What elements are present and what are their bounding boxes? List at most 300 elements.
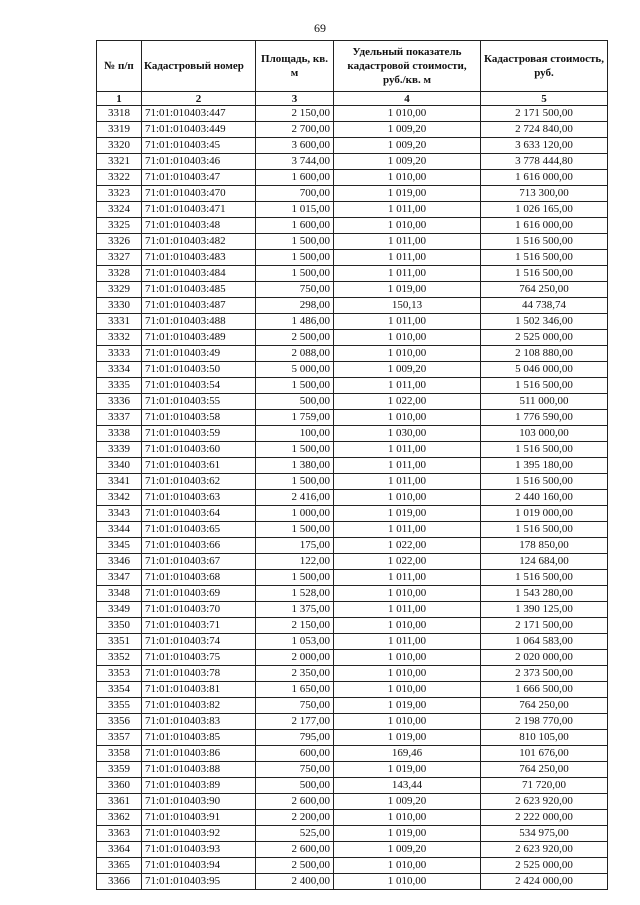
cadastral-value-cell: 1 390 125,00 [481,602,608,618]
unit-value-cell: 1 019,00 [334,730,481,746]
area-cell: 1 486,00 [256,314,334,330]
area-cell: 2 350,00 [256,666,334,682]
unit-value-cell: 1 010,00 [334,810,481,826]
area-cell: 500,00 [256,394,334,410]
row-number-cell: 3357 [97,730,142,746]
row-number-cell: 3347 [97,570,142,586]
cadastral-value-cell: 178 850,00 [481,538,608,554]
unit-value-cell: 1 010,00 [334,346,481,362]
unit-value-cell: 1 009,20 [334,794,481,810]
cadastral-number-cell: 71:01:010403:49 [142,346,256,362]
column-number: 3 [256,92,334,106]
area-cell: 175,00 [256,538,334,554]
column-number: 4 [334,92,481,106]
area-cell: 1 053,00 [256,634,334,650]
unit-value-cell: 1 009,20 [334,154,481,170]
area-cell: 1 015,00 [256,202,334,218]
table-row [97,746,608,762]
row-number-cell: 3336 [97,394,142,410]
table-row [97,154,608,170]
cadastral-value-cell: 1 516 500,00 [481,522,608,538]
row-number-cell: 3337 [97,410,142,426]
table-header [97,41,608,106]
area-cell: 122,00 [256,554,334,570]
unit-value-cell: 1 010,00 [334,858,481,874]
table-row [97,842,608,858]
unit-value-cell: 1 010,00 [334,106,481,122]
cadastral-value-cell: 2 623 920,00 [481,794,608,810]
unit-value-cell: 1 011,00 [334,522,481,538]
cadastral-number-cell: 71:01:010403:65 [142,522,256,538]
area-cell: 1 500,00 [256,250,334,266]
cadastral-value-cell: 2 020 000,00 [481,650,608,666]
unit-value-cell: 1 010,00 [334,218,481,234]
cadastral-value-cell: 713 300,00 [481,186,608,202]
table-row [97,858,608,874]
unit-value-cell: 1 011,00 [334,570,481,586]
cadastral-value-cell: 1 616 000,00 [481,218,608,234]
cadastral-number-cell: 71:01:010403:91 [142,810,256,826]
header-cadastral-number: Кадастровый номер [142,41,256,92]
unit-value-cell: 1 011,00 [334,458,481,474]
table-row [97,810,608,826]
table-row [97,282,608,298]
table-row [97,202,608,218]
area-cell: 2 200,00 [256,810,334,826]
row-number-cell: 3331 [97,314,142,330]
row-number-cell: 3362 [97,810,142,826]
area-cell: 600,00 [256,746,334,762]
row-number-cell: 3333 [97,346,142,362]
unit-value-cell: 1 019,00 [334,762,481,778]
row-number-cell: 3354 [97,682,142,698]
unit-value-cell: 1 009,20 [334,138,481,154]
table-row [97,122,608,138]
area-cell: 2 088,00 [256,346,334,362]
area-cell: 1 500,00 [256,442,334,458]
area-cell: 2 150,00 [256,618,334,634]
cadastral-number-cell: 71:01:010403:83 [142,714,256,730]
cadastral-number-cell: 71:01:010403:489 [142,330,256,346]
unit-value-cell: 1 011,00 [334,234,481,250]
header-row [97,41,608,92]
cadastral-number-cell: 71:01:010403:67 [142,554,256,570]
table-row [97,186,608,202]
cadastral-number-cell: 71:01:010403:59 [142,426,256,442]
cadastral-value-cell: 1 395 180,00 [481,458,608,474]
cadastral-number-cell: 71:01:010403:471 [142,202,256,218]
area-cell: 2 000,00 [256,650,334,666]
cadastral-value-cell: 2 222 000,00 [481,810,608,826]
cadastral-value-cell: 2 108 880,00 [481,346,608,362]
area-cell: 2 416,00 [256,490,334,506]
cadastral-value-cell: 2 373 500,00 [481,666,608,682]
area-cell: 525,00 [256,826,334,842]
unit-value-cell: 143,44 [334,778,481,794]
row-number-cell: 3349 [97,602,142,618]
table-row [97,570,608,586]
unit-value-cell: 1 011,00 [334,202,481,218]
table-row [97,730,608,746]
cadastral-number-cell: 71:01:010403:58 [142,410,256,426]
area-cell: 2 400,00 [256,874,334,890]
unit-value-cell: 1 011,00 [334,250,481,266]
row-number-cell: 3341 [97,474,142,490]
row-number-cell: 3334 [97,362,142,378]
row-number-cell: 3322 [97,170,142,186]
cadastral-number-cell: 71:01:010403:95 [142,874,256,890]
row-number-cell: 3364 [97,842,142,858]
table-row [97,346,608,362]
unit-value-cell: 1 011,00 [334,634,481,650]
table-row [97,442,608,458]
cadastral-number-cell: 71:01:010403:470 [142,186,256,202]
row-number-cell: 3318 [97,106,142,122]
table-row [97,266,608,282]
unit-value-cell: 1 019,00 [334,186,481,202]
row-number-cell: 3339 [97,442,142,458]
header-area: Площадь, кв. м [256,41,334,92]
row-number-cell: 3340 [97,458,142,474]
area-cell: 1 500,00 [256,570,334,586]
unit-value-cell: 1 009,20 [334,122,481,138]
unit-value-cell: 1 010,00 [334,874,481,890]
header-cadastral-value: Кадастровая стоимость, руб. [481,41,608,92]
table-row [97,490,608,506]
cadastral-value-cell: 1 516 500,00 [481,250,608,266]
cadastral-value-cell: 3 633 120,00 [481,138,608,154]
cadastral-value-cell: 764 250,00 [481,762,608,778]
cadastral-value-cell: 2 440 160,00 [481,490,608,506]
cadastral-value-cell: 810 105,00 [481,730,608,746]
area-cell: 1 500,00 [256,522,334,538]
cadastral-number-cell: 71:01:010403:61 [142,458,256,474]
unit-value-cell: 1 010,00 [334,666,481,682]
cadastral-number-cell: 71:01:010403:47 [142,170,256,186]
table-body [97,106,608,890]
area-cell: 1 600,00 [256,170,334,186]
area-cell: 1 600,00 [256,218,334,234]
table-row [97,426,608,442]
row-number-cell: 3352 [97,650,142,666]
area-cell: 1 528,00 [256,586,334,602]
cadastral-value-cell: 103 000,00 [481,426,608,442]
table-row [97,794,608,810]
row-number-cell: 3363 [97,826,142,842]
row-number-cell: 3321 [97,154,142,170]
cadastral-number-cell: 71:01:010403:88 [142,762,256,778]
unit-value-cell: 1 010,00 [334,330,481,346]
table-row [97,410,608,426]
column-number: 2 [142,92,256,106]
area-cell: 3 744,00 [256,154,334,170]
unit-value-cell: 1 009,20 [334,362,481,378]
area-cell: 750,00 [256,762,334,778]
area-cell: 750,00 [256,282,334,298]
cadastral-number-cell: 71:01:010403:482 [142,234,256,250]
table-row [97,698,608,714]
unit-value-cell: 1 011,00 [334,266,481,282]
row-number-cell: 3358 [97,746,142,762]
cadastral-number-cell: 71:01:010403:54 [142,378,256,394]
cadastral-value-cell: 1 502 346,00 [481,314,608,330]
table-row [97,314,608,330]
unit-value-cell: 1 022,00 [334,554,481,570]
column-number: 1 [97,92,142,106]
cadastral-value-cell: 1 516 500,00 [481,474,608,490]
cadastral-value-cell: 2 525 000,00 [481,858,608,874]
table-row [97,138,608,154]
row-number-cell: 3329 [97,282,142,298]
row-number-cell: 3324 [97,202,142,218]
row-number-cell: 3353 [97,666,142,682]
cadastral-number-cell: 71:01:010403:484 [142,266,256,282]
unit-value-cell: 1 011,00 [334,314,481,330]
area-cell: 2 500,00 [256,330,334,346]
table-row [97,762,608,778]
area-cell: 100,00 [256,426,334,442]
cadastral-number-cell: 71:01:010403:449 [142,122,256,138]
unit-value-cell: 1 010,00 [334,650,481,666]
table-row [97,250,608,266]
cadastral-value-cell: 1 666 500,00 [481,682,608,698]
area-cell: 2 177,00 [256,714,334,730]
column-number: 5 [481,92,608,106]
cadastral-value-cell: 1 019 000,00 [481,506,608,522]
cadastral-number-cell: 71:01:010403:90 [142,794,256,810]
cadastral-number-cell: 71:01:010403:64 [142,506,256,522]
area-cell: 1 375,00 [256,602,334,618]
cadastral-value-cell: 2 171 500,00 [481,106,608,122]
cadastral-number-cell: 71:01:010403:82 [142,698,256,714]
cadastral-number-cell: 71:01:010403:70 [142,602,256,618]
cadastral-number-cell: 71:01:010403:447 [142,106,256,122]
area-cell: 1 380,00 [256,458,334,474]
unit-value-cell: 1 011,00 [334,602,481,618]
table-row [97,218,608,234]
cadastral-value-cell: 2 724 840,00 [481,122,608,138]
cadastral-value-cell: 1 616 000,00 [481,170,608,186]
row-number-cell: 3320 [97,138,142,154]
cadastral-value-cell: 1 516 500,00 [481,378,608,394]
area-cell: 1 500,00 [256,234,334,250]
unit-value-cell: 1 030,00 [334,426,481,442]
area-cell: 2 700,00 [256,122,334,138]
table-row [97,586,608,602]
table-row [97,394,608,410]
cadastral-value-cell: 1 776 590,00 [481,410,608,426]
row-number-cell: 3327 [97,250,142,266]
cadastral-number-cell: 71:01:010403:81 [142,682,256,698]
table-row [97,602,608,618]
table-row [97,666,608,682]
unit-value-cell: 1 022,00 [334,394,481,410]
area-cell: 1 650,00 [256,682,334,698]
area-cell: 2 500,00 [256,858,334,874]
table-row [97,330,608,346]
unit-value-cell: 169,46 [334,746,481,762]
cadastral-value-cell: 1 516 500,00 [481,266,608,282]
cadastral-number-cell: 71:01:010403:66 [142,538,256,554]
area-cell: 500,00 [256,778,334,794]
row-number-cell: 3344 [97,522,142,538]
area-cell: 700,00 [256,186,334,202]
cadastral-value-cell: 1 516 500,00 [481,442,608,458]
cadastral-number-cell: 71:01:010403:85 [142,730,256,746]
row-number-cell: 3343 [97,506,142,522]
cadastral-number-cell: 71:01:010403:71 [142,618,256,634]
area-cell: 1 759,00 [256,410,334,426]
row-number-cell: 3355 [97,698,142,714]
area-cell: 750,00 [256,698,334,714]
cadastral-value-cell: 101 676,00 [481,746,608,762]
cadastral-value-cell: 1 516 500,00 [481,570,608,586]
cadastral-number-cell: 71:01:010403:487 [142,298,256,314]
cadastral-number-cell: 71:01:010403:93 [142,842,256,858]
area-cell: 3 600,00 [256,138,334,154]
row-number-cell: 3342 [97,490,142,506]
unit-value-cell: 1 009,20 [334,842,481,858]
column-number-row [97,92,608,106]
unit-value-cell: 1 019,00 [334,506,481,522]
row-number-cell: 3359 [97,762,142,778]
cadastral-value-table [96,40,608,890]
table-row [97,522,608,538]
row-number-cell: 3356 [97,714,142,730]
area-cell: 795,00 [256,730,334,746]
table-row [97,458,608,474]
cadastral-number-cell: 71:01:010403:485 [142,282,256,298]
cadastral-number-cell: 71:01:010403:48 [142,218,256,234]
area-cell: 1 500,00 [256,266,334,282]
row-number-cell: 3351 [97,634,142,650]
cadastral-value-cell: 764 250,00 [481,282,608,298]
row-number-cell: 3366 [97,874,142,890]
cadastral-number-cell: 71:01:010403:68 [142,570,256,586]
table-row [97,106,608,122]
cadastral-value-cell: 3 778 444,80 [481,154,608,170]
cadastral-value-cell: 71 720,00 [481,778,608,794]
row-number-cell: 3348 [97,586,142,602]
cadastral-number-cell: 71:01:010403:60 [142,442,256,458]
table-row [97,650,608,666]
table-row [97,554,608,570]
area-cell: 1 000,00 [256,506,334,522]
cadastral-value-cell: 764 250,00 [481,698,608,714]
table-row [97,682,608,698]
table-row [97,170,608,186]
unit-value-cell: 1 010,00 [334,618,481,634]
row-number-cell: 3325 [97,218,142,234]
unit-value-cell: 1 019,00 [334,282,481,298]
cadastral-number-cell: 71:01:010403:86 [142,746,256,762]
table-row [97,714,608,730]
row-number-cell: 3326 [97,234,142,250]
unit-value-cell: 1 010,00 [334,714,481,730]
cadastral-number-cell: 71:01:010403:46 [142,154,256,170]
cadastral-value-cell: 2 198 770,00 [481,714,608,730]
table-row [97,506,608,522]
cadastral-value-cell: 5 046 000,00 [481,362,608,378]
cadastral-value-cell: 1 064 583,00 [481,634,608,650]
header-row-number: № п/п [97,41,142,92]
row-number-cell: 3335 [97,378,142,394]
cadastral-value-cell: 2 623 920,00 [481,842,608,858]
cadastral-value-cell: 1 516 500,00 [481,234,608,250]
unit-value-cell: 150,13 [334,298,481,314]
row-number-cell: 3345 [97,538,142,554]
unit-value-cell: 1 011,00 [334,442,481,458]
table-row [97,634,608,650]
area-cell: 2 600,00 [256,794,334,810]
cadastral-number-cell: 71:01:010403:62 [142,474,256,490]
table-row [97,362,608,378]
unit-value-cell: 1 010,00 [334,682,481,698]
area-cell: 298,00 [256,298,334,314]
table-row [97,474,608,490]
row-number-cell: 3346 [97,554,142,570]
table-row [97,378,608,394]
table-row [97,538,608,554]
cadastral-value-cell: 2 525 000,00 [481,330,608,346]
row-number-cell: 3330 [97,298,142,314]
cadastral-value-cell: 124 684,00 [481,554,608,570]
unit-value-cell: 1 010,00 [334,410,481,426]
unit-value-cell: 1 010,00 [334,586,481,602]
cadastral-value-cell: 1 543 280,00 [481,586,608,602]
cadastral-number-cell: 71:01:010403:488 [142,314,256,330]
cadastral-number-cell: 71:01:010403:94 [142,858,256,874]
cadastral-value-cell: 2 424 000,00 [481,874,608,890]
table-row [97,778,608,794]
unit-value-cell: 1 010,00 [334,490,481,506]
row-number-cell: 3365 [97,858,142,874]
area-cell: 5 000,00 [256,362,334,378]
cadastral-value-cell: 534 975,00 [481,826,608,842]
cadastral-number-cell: 71:01:010403:63 [142,490,256,506]
row-number-cell: 3332 [97,330,142,346]
header-unit-value: Удельный показатель кадастровой стоимости, руб./кв. м [334,41,481,92]
row-number-cell: 3328 [97,266,142,282]
table-row [97,874,608,890]
table-row [97,298,608,314]
row-number-cell: 3361 [97,794,142,810]
row-number-cell: 3323 [97,186,142,202]
row-number-cell: 3350 [97,618,142,634]
cadastral-value-cell: 2 171 500,00 [481,618,608,634]
unit-value-cell: 1 010,00 [334,170,481,186]
table-row [97,826,608,842]
cadastral-number-cell: 71:01:010403:74 [142,634,256,650]
row-number-cell: 3338 [97,426,142,442]
cadastral-number-cell: 71:01:010403:45 [142,138,256,154]
area-cell: 1 500,00 [256,378,334,394]
cadastral-number-cell: 71:01:010403:89 [142,778,256,794]
unit-value-cell: 1 011,00 [334,474,481,490]
cadastral-number-cell: 71:01:010403:92 [142,826,256,842]
area-cell: 2 600,00 [256,842,334,858]
row-number-cell: 3319 [97,122,142,138]
unit-value-cell: 1 022,00 [334,538,481,554]
cadastral-value-cell: 1 026 165,00 [481,202,608,218]
cadastral-number-cell: 71:01:010403:78 [142,666,256,682]
cadastral-number-cell: 71:01:010403:75 [142,650,256,666]
area-cell: 2 150,00 [256,106,334,122]
unit-value-cell: 1 019,00 [334,698,481,714]
page-number: 69 [314,21,326,35]
table-row [97,234,608,250]
table-row [97,618,608,634]
